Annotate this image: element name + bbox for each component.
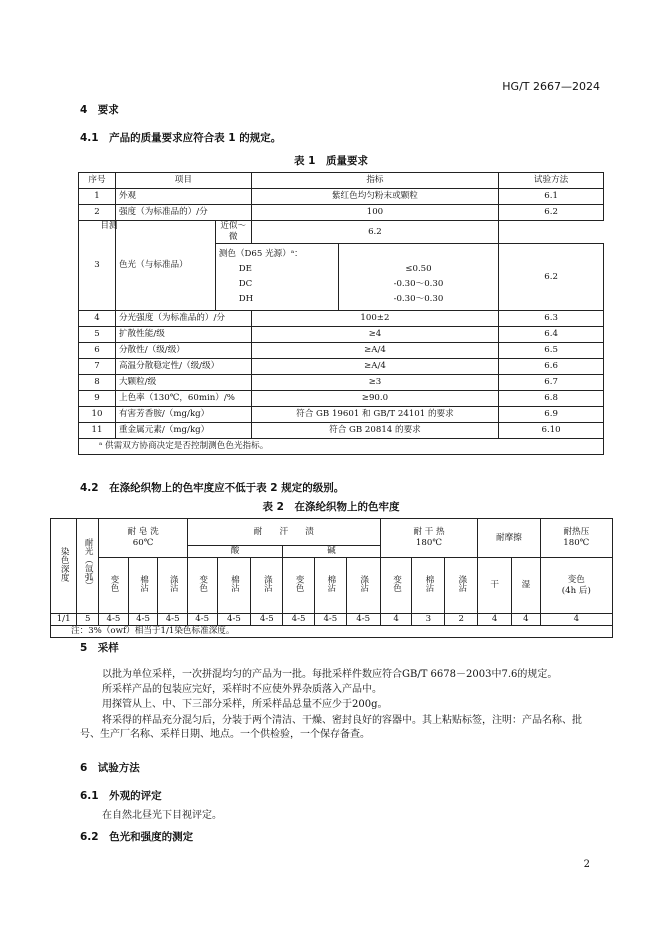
section-6-title: 6 试验方法: [80, 762, 140, 774]
table-row: [79, 407, 604, 423]
th-value: 指标: [251, 173, 498, 189]
th-sub: 干: [478, 558, 512, 614]
table1-footnote: ᵃ 供需双方协商决定是否控制测色色光指标。: [79, 439, 604, 455]
th-sub: 涤沾: [445, 558, 478, 614]
cell-value: ≥4: [251, 327, 498, 343]
s5-paragraph-1: 以批为单位采样，一次拼混均匀的产品为一批。每批采样件数应符合GB/T 6678－2003中7.6的规定。: [102, 669, 558, 680]
th-sub: 涤沾: [251, 558, 283, 614]
section-4-title: 4 要求: [80, 104, 119, 116]
section-5-title: 5 采样: [80, 642, 119, 654]
cell-value: ≥A/4: [251, 343, 498, 359]
cell-item: 大颗粒/级: [115, 375, 251, 391]
cell-method: 6.10: [499, 423, 604, 439]
table-row: [79, 359, 604, 375]
cell-value: [100, 221, 251, 244]
table2-note: 注：3%（owf）相当于1/1染色标准深度。: [51, 626, 613, 638]
cell: 4-5: [217, 614, 251, 626]
cell-sub-visual-value: 近似～微: [220, 221, 247, 242]
cell-dh-value: -0.30～0.30: [393, 294, 444, 304]
cell-dh: DH: [238, 294, 254, 304]
cell-item: 高温分散稳定性/（级/级）: [115, 359, 251, 375]
cell-method: 6.7: [499, 375, 604, 391]
cell: 4: [478, 614, 512, 626]
cell-no: 1: [79, 189, 116, 205]
th-item: 项目: [115, 173, 251, 189]
th-acid: 酸: [187, 546, 282, 558]
cell: 4-5: [251, 614, 283, 626]
cell: 3: [412, 614, 445, 626]
th-rub: 耐摩擦: [478, 519, 540, 558]
th-alkali: 碱: [283, 546, 380, 558]
th-sub: 棉沾: [128, 558, 158, 614]
cell-value: ≥A/4: [251, 359, 498, 375]
cell-method: 6.6: [499, 359, 604, 375]
s61-paragraph: 在自然北昼光下目视评定。: [102, 810, 222, 821]
th-sub: 棉沾: [412, 558, 445, 614]
table-row: [79, 375, 604, 391]
cell-value: 符合 GB 20814 的要求: [251, 423, 498, 439]
cell: 5: [77, 614, 99, 626]
cell-de: DE: [238, 264, 252, 274]
th-sub: 棉沾: [314, 558, 346, 614]
cell-no: 7: [79, 359, 116, 375]
cell-item: 分散性/（级/级）: [115, 343, 251, 359]
cell-method: 6.2: [251, 221, 498, 244]
cell-item: 色光（与标准品）: [115, 221, 215, 311]
cell-no: 9: [79, 391, 116, 407]
cell-dc: DC: [238, 279, 253, 289]
th-dryheat: 耐 干 热 180℃: [380, 519, 477, 558]
cell: 4-5: [158, 614, 188, 626]
cell-sub-measured: 测色（D65 光源）ᵃ：: [218, 249, 303, 259]
section-6-1: 6.1 外观的评定: [80, 790, 162, 802]
table-row: [79, 423, 604, 439]
cell-item: 上色率（130℃，60min）/%: [115, 391, 251, 407]
cell-value: ≥3: [251, 375, 498, 391]
th-sub: 涤沾: [158, 558, 188, 614]
th-depth: 染色深度: [51, 519, 77, 614]
table2-caption: 表 2 在涤纶织物上的色牢度: [262, 501, 400, 513]
cell: 4-5: [187, 614, 217, 626]
table-row: [79, 205, 604, 221]
cell-no: 8: [79, 375, 116, 391]
cell-item: 扩散性能/级: [115, 327, 251, 343]
cell-value: 100: [251, 205, 498, 221]
standard-code: HG/T 2667—2024: [502, 80, 600, 93]
cell: 2: [445, 614, 478, 626]
s5-paragraph-2: 所采样产品的包装应完好，采样时不应使外界杂质落入产品中。: [102, 684, 382, 695]
table-row: [79, 311, 604, 327]
cell: 4: [380, 614, 412, 626]
cell-no: 5: [79, 327, 116, 343]
th-sub: 变色: [380, 558, 412, 614]
cell: 4: [540, 614, 612, 626]
cell: 4-5: [314, 614, 346, 626]
th-sub: 变色 (4h 后): [540, 558, 612, 614]
th-wash: 耐 皂 洗 60℃: [99, 519, 188, 558]
th-sub: 变色: [187, 558, 217, 614]
table-row: [79, 221, 604, 244]
cell-method: 6.5: [499, 343, 604, 359]
cell: 4-5: [346, 614, 380, 626]
cell-no: 4: [79, 311, 116, 327]
cell-item: 强度（为标准品的）/分: [115, 205, 251, 221]
cell-de-value: ≤0.50: [405, 264, 432, 274]
th-sub: 棉沾: [217, 558, 251, 614]
cell-method: 6.3: [499, 311, 604, 327]
fastness-table: [50, 518, 613, 638]
cell-no: 3: [79, 221, 116, 311]
th-no: 序号: [79, 173, 116, 189]
table-row: [79, 343, 604, 359]
cell-method: 6.2: [499, 205, 604, 221]
th-sweat: 耐 汗 渍: [187, 519, 380, 546]
cell: 4: [512, 614, 540, 626]
quality-table: [78, 172, 604, 455]
cell: 4-5: [128, 614, 158, 626]
cell-value: 符合 GB 19601 和 GB/T 24101 的要求: [251, 407, 498, 423]
cell-no: 2: [79, 205, 116, 221]
th-press: 耐热压 180℃: [540, 519, 612, 558]
page-number: 2: [583, 859, 590, 870]
table-row: [79, 327, 604, 343]
cell-item: 重金属元素/（mg/kg）: [115, 423, 251, 439]
cell-value: 紫红色均匀粉末或颗粒: [251, 189, 498, 205]
table-row: [79, 189, 604, 205]
cell: 4-5: [99, 614, 129, 626]
cell-item: 有害芳香胺/（mg/kg）: [115, 407, 251, 423]
cell: 1/1: [51, 614, 77, 626]
th-sub: 变色: [99, 558, 129, 614]
cell-no: 10: [79, 407, 116, 423]
th-light: 耐光（氙弧）: [77, 519, 99, 614]
th-sub: 涤沾: [346, 558, 380, 614]
cell-method: 6.2: [499, 244, 604, 311]
section-4-1: 4.1 产品的质量要求应符合表 1 的规定。: [80, 132, 282, 144]
cell-no: 11: [79, 423, 116, 439]
cell-method: 6.4: [499, 327, 604, 343]
cell-method: 6.1: [499, 189, 604, 205]
section-6-2: 6.2 色光和强度的测定: [80, 831, 194, 843]
cell-no: 6: [79, 343, 116, 359]
s5-paragraph-3: 用探管从上、中、下三部分采样，所采样品总量不应少于200g。: [102, 699, 388, 710]
table-row: [79, 391, 604, 407]
cell-item: 分光强度（为标准品的）/分: [115, 311, 251, 327]
section-4-2: 4.2 在涤纶织物上的色牢度应不低于表 2 规定的级别。: [80, 482, 345, 494]
cell-item: 外观: [115, 189, 251, 205]
th-method: 试验方法: [499, 173, 604, 189]
table-row: [51, 614, 613, 626]
th-sub: 变色: [283, 558, 315, 614]
th-sub: 湿: [512, 558, 540, 614]
table1-caption: 表 1 质量要求: [294, 155, 368, 167]
cell: 4-5: [283, 614, 315, 626]
cell-method: 6.9: [499, 407, 604, 423]
cell-method: 6.8: [499, 391, 604, 407]
cell-value: ≥90.0: [251, 391, 498, 407]
s5-paragraph-4: 将采得的样品充分混匀后，分装于两个清洁、干燥、密封良好的容器中。其上粘贴标签，注明：产品名称、批号、生产厂名称、采样日期、地点。一个供检验，一个保存备查。: [80, 715, 582, 740]
cell-sub-visual: 目测: [100, 221, 118, 231]
cell-value: 100±2: [251, 311, 498, 327]
cell-dc-value: -0.30～0.30: [393, 279, 444, 289]
